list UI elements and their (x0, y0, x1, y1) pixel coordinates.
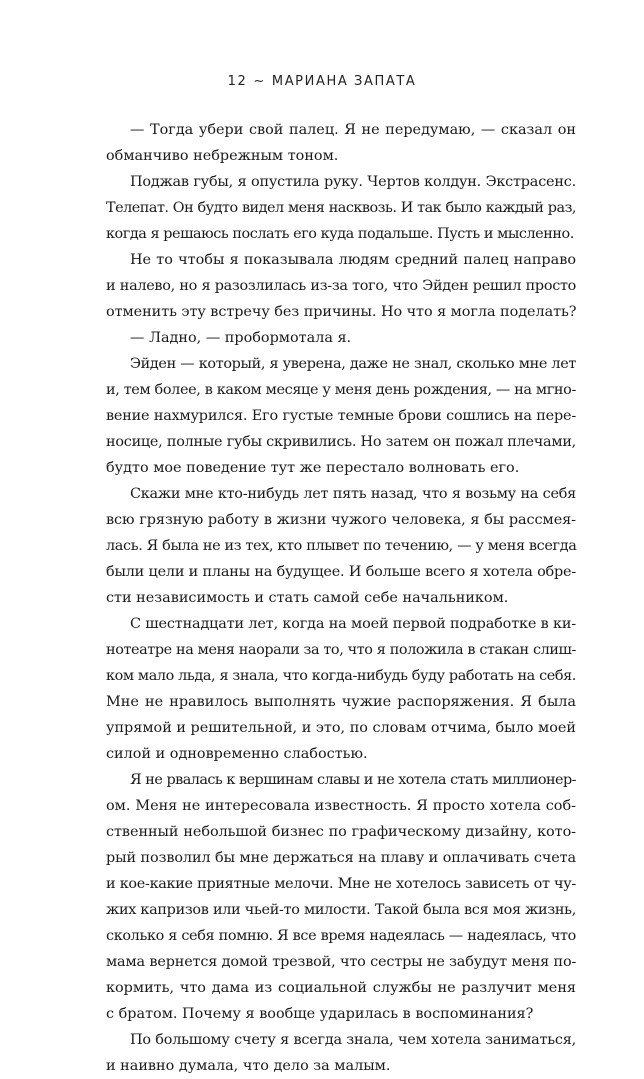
body-text (106, 117, 576, 1079)
text-line: ственный небольшой бизнес по графическому дизайну, кото- (106, 824, 576, 840)
text-line: и, тем более, в каком месяце у меня день рождения, — на мгно- (106, 382, 576, 398)
header-separator: ~ (253, 74, 266, 89)
text-line: Эйден — который, я уверена, даже не знал, сколько мне лет (130, 356, 576, 372)
text-line: когда я решаюсь послать его куда подальше. Пусть и мысленно. (106, 226, 574, 242)
text-line: Скажи мне кто-нибудь лет пять назад, что я возьму на себя (130, 486, 576, 502)
paragraph (106, 767, 576, 1027)
text-line: и налево, но я разозлилась из-за того, что Эйден решил просто (106, 278, 576, 294)
text-line: Не то чтобы я показывала людям средний палец направо (130, 252, 576, 268)
paragraph (106, 351, 576, 481)
text-line: мама вернется домой трезвой, что сестры не забудут меня по- (106, 954, 577, 970)
text-line: с братом. Почему я вообще ударилась в воспоминания? (106, 1006, 534, 1022)
text-line: нотеатре на меня наорали за то, что я положила в стакан слиш- (106, 642, 576, 658)
text-line: и наивно думала, что дело за малым. (106, 1058, 391, 1074)
text-line: и кое-какие приятные мелочи. Мне не хотелось зависеть от чу- (106, 876, 576, 892)
text-line: Мне не нравилось выполнять чужие распоряжения. Я была (106, 694, 576, 710)
text-line: — Ладно, — пробормотала я. (130, 330, 352, 346)
text-line: жих капризов или чьей-то милости. Такой была вся моя жизнь, (106, 902, 576, 918)
paragraph (106, 247, 576, 325)
text-line: носице, полные губы скривились. Но затем он пожал плечами, (106, 434, 576, 450)
paragraph (106, 611, 576, 767)
text-line: кормить, что дама из социальной службы не разлучит меня (106, 980, 576, 996)
author-name: МАРИАНА ЗАПАТА (271, 74, 417, 89)
page-number: 12 (227, 74, 248, 89)
text-line: обманчиво небрежным тоном. (106, 148, 339, 164)
text-line: были цели и планы на будущее. И больше всего я хотела обре- (106, 564, 576, 580)
text-line: Телепат. Он будто видел меня насквозь. И так было каждый раз, (106, 200, 576, 216)
text-line: упрямой и решительной, и это, по словам отчима, было моей (106, 720, 576, 736)
paragraph (106, 169, 576, 247)
paragraph (106, 325, 576, 351)
paragraph (106, 117, 576, 169)
text-line: сколько я себя помню. Я все время надеялась — надеялась, что (106, 928, 576, 944)
text-line: отменить эту встречу без причины. Но что я могла поделать? (106, 304, 577, 320)
text-line: По большому счету я всегда знала, чем хотела заниматься, (130, 1032, 576, 1048)
text-line: ом. Меня не интересовала известность. Я просто хотела соб- (106, 798, 576, 814)
text-line: рый позволил бы мне держаться на плаву и оплачивать счета (106, 850, 576, 866)
paragraph (106, 1027, 576, 1079)
text-line: ком мало льда, я знала, что когда-нибудь буду работать на себя. (106, 668, 576, 684)
text-line: всю грязную работу в жизни чужого человека, я бы рассмея- (106, 512, 576, 528)
running-head (0, 74, 644, 89)
text-line: сти независимость и стать самой себе начальником. (106, 590, 509, 606)
text-line: силой и одновременно слабостью. (106, 746, 368, 762)
text-line: Поджав губы, я опустила руку. Чертов колдун. Экстрасенс. (130, 174, 576, 190)
text-line: вение нахмурился. Его густые темные брови сошлись на пере- (106, 408, 576, 424)
text-line: Я не рвалась к вершинам славы и не хотела стать миллионер- (130, 772, 576, 788)
text-line: С шестнадцати лет, когда на моей первой подработке в ки- (130, 616, 577, 632)
text-line: будто мое поведение тут же перестало волновать его. (106, 460, 520, 476)
text-line: — Тогда убери свой палец. Я не передумаю, — сказал он (130, 122, 576, 138)
text-line: лась. Я была не из тех, кто плывет по течению, — у меня всегда (106, 538, 577, 554)
paragraph (106, 481, 576, 611)
